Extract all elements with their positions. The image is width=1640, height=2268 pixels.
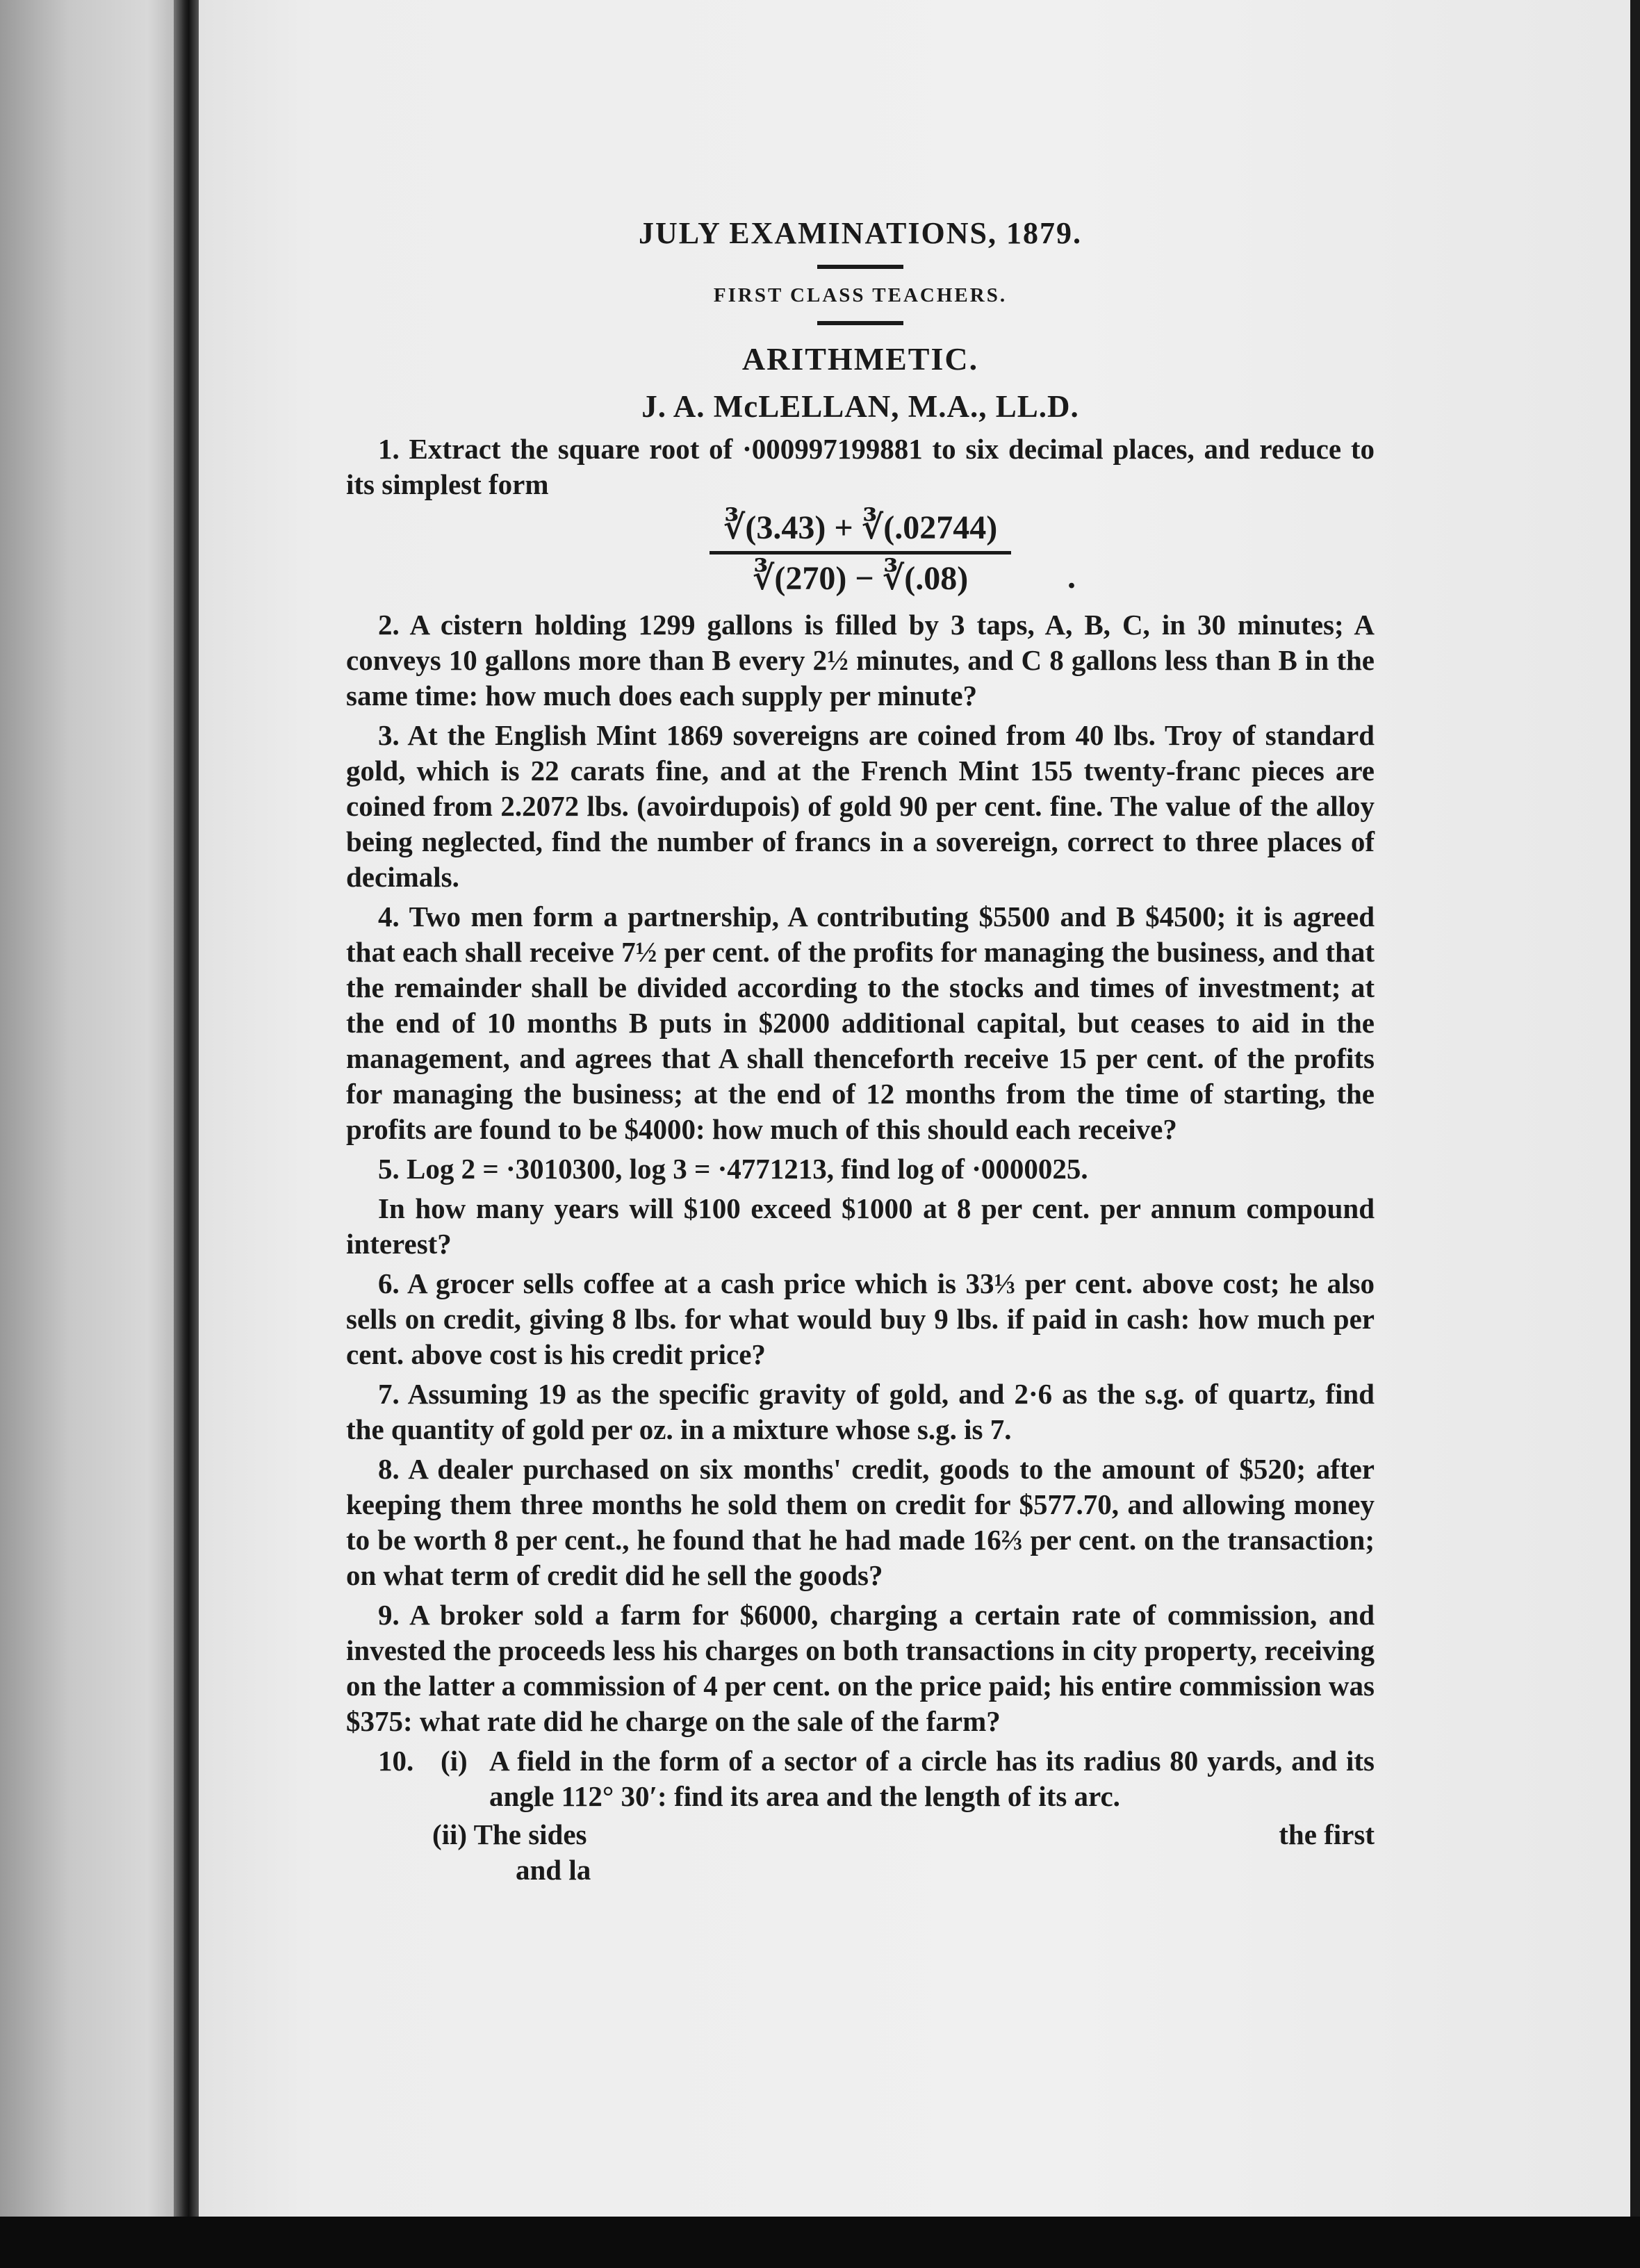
facing-page xyxy=(0,0,174,2268)
question-1-formula xyxy=(346,508,1375,598)
subject-heading: ARITHMETIC. xyxy=(741,341,979,377)
formula-numerator: ∛(3.43) + ∛(.02744) xyxy=(710,508,1011,554)
question-5-part-b: In how many years will $100 exceed $1000 at 8 per cent. per annum compound interest? xyxy=(346,1192,1375,1260)
question-6: 6. A grocer sells coffee at a cash price which is 33⅓ per cent. above cost; he also sells on credit, giving 8 lbs. for what would buy 9 lbs. if paid in cash: how much per cent. above cost is his credit price? xyxy=(346,1267,1375,1370)
question-10-ii-text: The sides xyxy=(473,1818,587,1850)
formula-denominator: ∛(270) − ∛(.08) xyxy=(752,560,969,597)
question-7: 7. Assuming 19 as the specific gravity of gold, and 2·6 as the s.g. of quartz, find the quantity of gold per oz. in a mixture whose s.g. is 7. xyxy=(346,1378,1375,1445)
question-10-i-text: A field in the form of a sector of a circle has its radius 80 yards, and its angle 112° 30′: find its area and the length of its arc. xyxy=(489,1745,1375,1812)
question-10-i-mark: (i) xyxy=(441,1745,468,1777)
question-9: 9. A broker sold a farm for $6000, charging a certain rate of commission, and invested the proceeds less his charges on both transactions in city property, receiving on the latter a commission of 4 per cent. on the price paid; his entire commission was $375: what rate did he charge on the sale of the farm? xyxy=(346,1599,1375,1737)
question-8: 8. A dealer purchased on six months' credit, goods to the amount of $520; after keeping them three months he sold them on credit for $577.70, and allowing money to be worth 8 per cent., he found that he had made 16⅔ per cent. on the transaction; on what term of credit did he sell the goods? xyxy=(346,1453,1375,1591)
author-line: J. A. McLELLAN, M.A., LL.D. xyxy=(641,389,1079,424)
question-10-number: 10. xyxy=(378,1745,414,1777)
question-1: 1. Extract the square root of ·000997199881 to six decimal places, and reduce to its simplest form xyxy=(346,433,1375,500)
question-5-part-a: 5. Log 2 = ·3010300, log 3 = ·4771213, find log of ·0000025. xyxy=(378,1153,1088,1185)
exam-title: JULY EXAMINATIONS, 1879. xyxy=(638,216,1082,250)
question-10-ii-start xyxy=(432,1817,587,1852)
subtitle-rule xyxy=(817,321,903,325)
question-10-ii-continuation: and la xyxy=(516,1854,591,1886)
question-2: 2. A cistern holding 1299 gallons is filled by 3 taps, A, B, C, in 30 minutes; A conveys 10 gallons more than B every 2½ minutes, and C 8 gallons less than B in the same time: how much does each supply per minute? xyxy=(346,609,1375,712)
right-edge xyxy=(1630,0,1640,2268)
question-10-ii-right: the first xyxy=(1279,1818,1375,1850)
question-4: 4. Two men form a partnership, A contributing $5500 and B $4500; it is agreed that each shall receive 7½ per cent. of the profits for managing the business, and that the remainder shall be divided according to the stocks and times of investment; at the end of 10 months B puts in $2000 additional capital, but ceases to aid in the management, and agrees that A shall thenceforth receive 15 per cent. of the profits for managing the business; at the end of 12 months from the time of starting, the profits are found to be $4000: how much of this should each receive? xyxy=(346,901,1375,1145)
question-10-i xyxy=(346,1743,1375,1814)
question-3: 3. At the English Mint 1869 sovereigns are coined from 40 lbs. Troy of standard gold, which is 22 carats fine, and at the French Mint 155 twenty-franc pieces are coined from 2.2072 lbs. (avoirdupois) of gold 90 per cent. fine. The value of the alloy being neglected, find the number of francs in a sovereign, correct to three places of decimals. xyxy=(346,719,1375,893)
page-content xyxy=(346,202,1375,1888)
bottom-border xyxy=(0,2217,1640,2268)
title-rule xyxy=(817,265,903,269)
book-spine xyxy=(174,0,199,2268)
formula-period: . xyxy=(1067,559,1076,595)
exam-subtitle: FIRST CLASS TEACHERS. xyxy=(713,284,1008,306)
question-10-ii-mark: (ii) xyxy=(432,1818,468,1850)
question-10-ii xyxy=(346,1817,1375,1852)
